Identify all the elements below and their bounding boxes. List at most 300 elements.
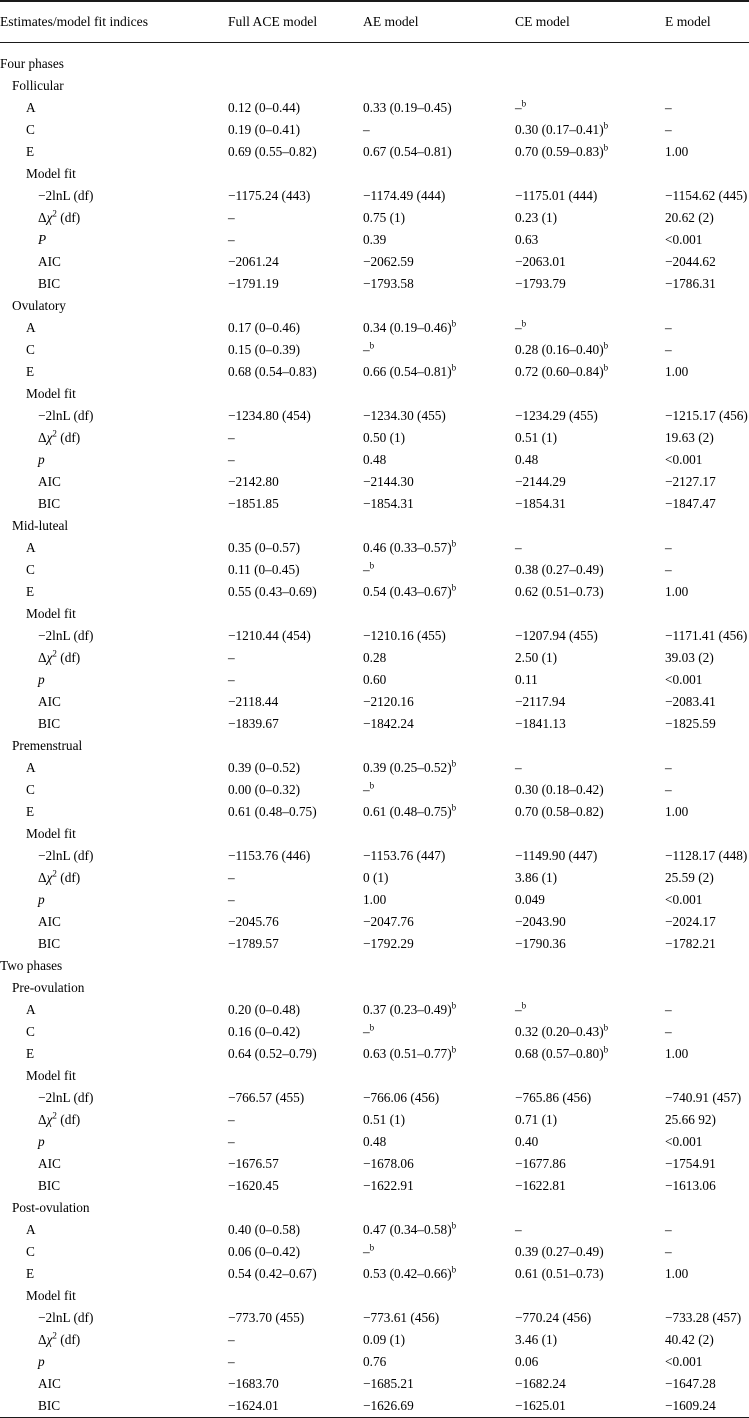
- cell-e-model: −1647.28: [665, 1375, 716, 1391]
- cell-ae-model: 0.37 $(0.23-0.49)^b$: [363, 1000, 457, 1017]
- table-row: [0, 515, 749, 537]
- cell-e-model: −733.28 (457): [665, 1309, 742, 1325]
- cell-full-ace-model: 0.35 (0–0.57): [228, 539, 301, 555]
- cell-full-ace-model: [228, 977, 363, 999]
- cell-e-model: −1847.47: [665, 495, 716, 511]
- cell-e-model: −1215.17 (456): [665, 407, 748, 423]
- cell-ce-model: 0.62 (0.51–0.73): [515, 583, 604, 599]
- cell-e-model: –: [665, 1221, 672, 1237]
- cell-e-model: −1782.21: [665, 935, 716, 951]
- table-row: [0, 801, 749, 823]
- cell-e-model: 1.00: [665, 143, 689, 159]
- cell-ce-model: 0.38 (0.27–0.49): [515, 561, 604, 577]
- table-row: [0, 185, 749, 207]
- cell-e-model: [665, 977, 749, 999]
- row-label: Model fit: [26, 1067, 76, 1083]
- cell-ae-model: 0.50 (1): [363, 429, 406, 445]
- row-label: A: [26, 539, 36, 555]
- cell-e-model: 40.42 (2): [665, 1331, 714, 1347]
- row-label: P: [38, 231, 47, 247]
- cell-full-ace-model: –: [228, 649, 235, 665]
- row-label: A: [26, 319, 36, 335]
- table-row: [0, 823, 749, 845]
- column-header-estimates: Estimates/model fit indices: [0, 14, 148, 29]
- cell-ae-model: 0.39: [363, 231, 387, 247]
- row-label: −2lnL (df): [38, 1309, 94, 1325]
- table-body: [0, 43, 749, 1417]
- cell-ae-model: 0.48: [363, 451, 387, 467]
- cell-ce-model: −1207.94 (455): [515, 627, 598, 643]
- table-row: [0, 691, 749, 713]
- table-row: [0, 1131, 749, 1153]
- cell-e-model: −1171.41 (456): [665, 627, 748, 643]
- table-row: [0, 603, 749, 625]
- cell-ce-model: 0.70 (0.58–0.82): [515, 803, 604, 819]
- cell-ce-model: 0.11: [515, 671, 538, 687]
- cell-full-ace-model: −2118.44: [228, 693, 279, 709]
- cell-ae-model: 0.53 $(0.42-0.66)^b$: [363, 1264, 457, 1281]
- table-row: [0, 735, 749, 757]
- cell-ae-model: −766.06 (456): [363, 1089, 440, 1105]
- cell-full-ace-model: 0.68 (0.54–0.83): [228, 363, 317, 379]
- cell-e-model: [665, 735, 749, 757]
- cell-ce-model: [515, 1065, 665, 1087]
- cell-ce-model: −1175.01 (444): [515, 187, 598, 203]
- cell-full-ace-model: [228, 75, 363, 97]
- table-row: [0, 999, 749, 1021]
- cell-ce-model: –: [515, 759, 522, 775]
- cell-full-ace-model: −1683.70: [228, 1375, 279, 1391]
- cell-full-ace-model: 0.16 (0–0.42): [228, 1023, 301, 1039]
- table-row: [0, 559, 749, 581]
- cell-e-model: –: [665, 1001, 672, 1017]
- cell-full-ace-model: –: [228, 1111, 235, 1127]
- row-label: C: [26, 1243, 35, 1259]
- row-label: E: [26, 1265, 35, 1281]
- cell-ce-model: −2043.90: [515, 913, 566, 929]
- cell-e-model: −2024.17: [665, 913, 716, 929]
- cell-ce-model: 0.30 $(0.17-0.41)^b$: [515, 120, 609, 137]
- cell-ce-model: [515, 955, 665, 977]
- cell-ae-model: 0 (1): [363, 869, 389, 885]
- cell-ae-model: −1234.30 (455): [363, 407, 446, 423]
- cell-full-ace-model: 0.61 (0.48–0.75): [228, 803, 317, 819]
- cell-e-model: −2127.17: [665, 473, 716, 489]
- row-label: Post-ovulation: [12, 1199, 90, 1215]
- cell-full-ace-model: 0.54 (0.42–0.67): [228, 1265, 317, 1281]
- cell-e-model: −1128.17 (448): [665, 847, 748, 863]
- cell-e-model: <0.001: [665, 1353, 703, 1369]
- cell-full-ace-model: 0.20 (0–0.48): [228, 1001, 301, 1017]
- row-label: E: [26, 143, 35, 159]
- row-label: Follicular: [12, 77, 64, 93]
- header-row: [0, 1, 749, 43]
- table-row: [0, 625, 749, 647]
- cell-ce-model: [515, 295, 665, 317]
- row-label: $\Delta\chi^2$ (df): [38, 648, 81, 665]
- row-label: Model fit: [26, 385, 76, 401]
- table-row: [0, 1065, 749, 1087]
- table-row: [0, 449, 749, 471]
- cell-ae-model: [363, 515, 515, 537]
- table-row: [0, 339, 749, 361]
- table-row: [0, 669, 749, 691]
- cell-e-model: 25.66 92): [665, 1111, 716, 1127]
- row-label: BIC: [38, 935, 61, 951]
- cell-full-ace-model: 0.15 (0–0.39): [228, 341, 301, 357]
- table-row: [0, 1307, 749, 1329]
- table-row: [0, 757, 749, 779]
- cell-full-ace-model: –: [228, 1133, 235, 1149]
- row-label: −2lnL (df): [38, 1089, 94, 1105]
- cell-ce-model: [515, 75, 665, 97]
- table-row: [0, 933, 749, 955]
- cell-ae-model: 0.61 $(0.48-0.75)^b$: [363, 802, 457, 819]
- cell-ae-model: −1174.49 (444): [363, 187, 446, 203]
- row-label: −2lnL (df): [38, 187, 94, 203]
- cell-full-ace-model: 0.17 (0–0.46): [228, 319, 301, 335]
- cell-ce-model: –: [515, 1221, 522, 1237]
- row-label: BIC: [38, 715, 61, 731]
- row-label: p: [38, 671, 45, 687]
- row-label: C: [26, 121, 35, 137]
- table-row: [0, 1329, 749, 1351]
- cell-e-model: [665, 53, 749, 75]
- cell-ae-model: −2062.59: [363, 253, 414, 269]
- cell-ae-model: [363, 1285, 515, 1307]
- row-label: A: [26, 1221, 36, 1237]
- cell-e-model: 1.00: [665, 363, 689, 379]
- cell-e-model: 39.03 (2): [665, 649, 714, 665]
- row-label: BIC: [38, 495, 61, 511]
- cell-e-model: 19.63 (2): [665, 429, 714, 445]
- cell-ae-model: [363, 75, 515, 97]
- cell-e-model: [665, 1285, 749, 1307]
- cell-ae-model: −2144.30: [363, 473, 414, 489]
- cell-full-ace-model: –: [228, 1331, 235, 1347]
- cell-ce-model: [515, 735, 665, 757]
- table-row: [0, 1395, 749, 1417]
- cell-full-ace-model: [228, 163, 363, 185]
- table-row: [0, 911, 749, 933]
- cell-ae-model: 0.51 (1): [363, 1111, 406, 1127]
- row-label: $\Delta\chi^2$ (df): [38, 1110, 81, 1127]
- cell-ce-model: 0.71 (1): [515, 1111, 558, 1127]
- cell-e-model: –: [665, 539, 672, 555]
- table-row: [0, 647, 749, 669]
- table-row: [0, 251, 749, 273]
- cell-full-ace-model: –: [228, 231, 235, 247]
- cell-ce-model: [515, 603, 665, 625]
- table-row: [0, 1109, 749, 1131]
- cell-ce-model: −1677.86: [515, 1155, 566, 1171]
- cell-full-ace-model: –: [228, 429, 235, 445]
- cell-e-model: 1.00: [665, 803, 689, 819]
- cell-ce-model: 0.06: [515, 1353, 539, 1369]
- table-row: [0, 955, 749, 977]
- cell-ae-model: 0.76: [363, 1353, 387, 1369]
- cell-e-model: −1613.06: [665, 1177, 716, 1193]
- cell-ce-model: 0.32 $(0.20-0.43)^b$: [515, 1022, 609, 1039]
- cell-ce-model: −770.24 (456): [515, 1309, 592, 1325]
- cell-e-model: −1154.62 (445): [665, 187, 748, 203]
- cell-full-ace-model: [228, 515, 363, 537]
- cell-ce-model: −2063.01: [515, 253, 566, 269]
- cell-ae-model: 0.60: [363, 671, 387, 687]
- cell-ae-model: [363, 955, 515, 977]
- cell-ae-model: 0.47 $(0.34-0.58)^b$: [363, 1220, 457, 1237]
- cell-e-model: –: [665, 319, 672, 335]
- table-row: [0, 427, 749, 449]
- cell-full-ace-model: [228, 1065, 363, 1087]
- cell-ae-model: 0.28: [363, 649, 387, 665]
- cell-ce-model: [515, 515, 665, 537]
- cell-ce-model: −1682.24: [515, 1375, 566, 1391]
- cell-ae-model: −1793.58: [363, 275, 414, 291]
- cell-ae-model: −1678.06: [363, 1155, 414, 1171]
- cell-ae-model: [363, 1065, 515, 1087]
- cell-full-ace-model: −1676.57: [228, 1155, 279, 1171]
- column-header-ce-model: CE model: [515, 14, 570, 29]
- row-label: AIC: [38, 1155, 61, 1171]
- column-header-full-ace-model: Full ACE model: [228, 14, 318, 29]
- cell-e-model: [665, 163, 749, 185]
- cell-full-ace-model: −1153.76 (446): [228, 847, 311, 863]
- row-label: −2lnL (df): [38, 627, 94, 643]
- row-label: Model fit: [26, 1287, 76, 1303]
- table-row: [0, 75, 749, 97]
- cell-ae-model: [363, 163, 515, 185]
- cell-ce-model: 0.63: [515, 231, 539, 247]
- cell-ae-model: –$^b$: [363, 1242, 375, 1259]
- cell-ce-model: −2117.94: [515, 693, 566, 709]
- row-label: AIC: [38, 473, 61, 489]
- cell-ae-model: 0.33 (0.19–0.45): [363, 99, 452, 115]
- cell-full-ace-model: –: [228, 671, 235, 687]
- row-label: C: [26, 561, 35, 577]
- cell-full-ace-model: 0.69 (0.55–0.82): [228, 143, 317, 159]
- cell-ae-model: –: [363, 121, 370, 137]
- cell-ce-model: –$^b$: [515, 318, 527, 335]
- cell-ae-model: −1153.76 (447): [363, 847, 446, 863]
- cell-ce-model: [515, 1197, 665, 1219]
- cell-full-ace-model: −1210.44 (454): [228, 627, 311, 643]
- cell-full-ace-model: −766.57 (455): [228, 1089, 305, 1105]
- cell-e-model: −1786.31: [665, 275, 716, 291]
- cell-full-ace-model: −2142.80: [228, 473, 279, 489]
- table-row: [0, 383, 749, 405]
- row-label: E: [26, 583, 35, 599]
- table-row: [0, 163, 749, 185]
- cell-e-model: −2083.41: [665, 693, 716, 709]
- cell-e-model: −1754.91: [665, 1155, 716, 1171]
- cell-ae-model: 1.00: [363, 891, 387, 907]
- table-row: [0, 977, 749, 999]
- cell-ae-model: [363, 383, 515, 405]
- cell-e-model: <0.001: [665, 451, 703, 467]
- cell-e-model: <0.001: [665, 891, 703, 907]
- cell-full-ace-model: [228, 1285, 363, 1307]
- cell-full-ace-model: [228, 295, 363, 317]
- cell-full-ace-model: −1791.19: [228, 275, 279, 291]
- cell-e-model: –: [665, 781, 672, 797]
- cell-ce-model: −1841.13: [515, 715, 566, 731]
- cell-ce-model: −1854.31: [515, 495, 566, 511]
- row-label: $\Delta\chi^2$ (df): [38, 1330, 81, 1347]
- cell-full-ace-model: 0.19 (0–0.41): [228, 121, 301, 137]
- cell-full-ace-model: –: [228, 1353, 235, 1369]
- cell-ce-model: −2144.29: [515, 473, 566, 489]
- cell-ce-model: [515, 163, 665, 185]
- table-row: [0, 867, 749, 889]
- table-row: [0, 405, 749, 427]
- cell-ae-model: −773.61 (456): [363, 1309, 440, 1325]
- cell-ae-model: −1842.24: [363, 715, 414, 731]
- table-row: [0, 1175, 749, 1197]
- cell-ae-model: [363, 977, 515, 999]
- column-header-ae-model: AE model: [363, 14, 419, 29]
- cell-e-model: –: [665, 341, 672, 357]
- cell-full-ace-model: −1175.24 (443): [228, 187, 311, 203]
- table-row: [0, 53, 749, 75]
- cell-full-ace-model: 0.00 (0–0.32): [228, 781, 301, 797]
- cell-ae-model: 0.39 $(0.25-0.52)^b$: [363, 758, 457, 775]
- row-label: BIC: [38, 275, 61, 291]
- table-row: [0, 581, 749, 603]
- cell-ae-model: –$^b$: [363, 340, 375, 357]
- row-label: A: [26, 1001, 36, 1017]
- row-label: E: [26, 1045, 35, 1061]
- row-label: $\Delta\chi^2$ (df): [38, 208, 81, 225]
- cell-ae-model: −1626.69: [363, 1397, 414, 1413]
- table-row: [0, 1351, 749, 1373]
- cell-ce-model: 0.68 $(0.57-0.80)^b$: [515, 1044, 609, 1061]
- cell-e-model: [665, 383, 749, 405]
- cell-e-model: [665, 955, 749, 977]
- table-row: [0, 889, 749, 911]
- cell-e-model: 1.00: [665, 1265, 689, 1281]
- cell-ce-model: 0.30 (0.18–0.42): [515, 781, 604, 797]
- table-bottom-rule: [0, 1417, 749, 1418]
- table-row: [0, 1043, 749, 1065]
- cell-ce-model: [515, 53, 665, 75]
- cell-full-ace-model: −1839.67: [228, 715, 279, 731]
- cell-ce-model: −1793.79: [515, 275, 566, 291]
- cell-full-ace-model: –: [228, 451, 235, 467]
- table-row: [0, 493, 749, 515]
- cell-full-ace-model: −1851.85: [228, 495, 279, 511]
- cell-ae-model: 0.63 $(0.51-0.77)^b$: [363, 1044, 457, 1061]
- row-label: E: [26, 803, 35, 819]
- row-label: Model fit: [26, 825, 76, 841]
- cell-ce-model: −1625.01: [515, 1397, 566, 1413]
- cell-e-model: [665, 1197, 749, 1219]
- table-row: [0, 1087, 749, 1109]
- cell-ce-model: 2.50 (1): [515, 649, 558, 665]
- cell-ce-model: [515, 977, 665, 999]
- row-label: BIC: [38, 1177, 61, 1193]
- table-header: [0, 1, 749, 43]
- cell-e-model: –: [665, 121, 672, 137]
- row-label: Model fit: [26, 605, 76, 621]
- row-label: p: [38, 891, 45, 907]
- cell-ce-model: –: [515, 539, 522, 555]
- table-spacer-row: [0, 43, 749, 53]
- cell-ae-model: –$^b$: [363, 560, 375, 577]
- cell-ae-model: [363, 1197, 515, 1219]
- cell-e-model: –: [665, 1243, 672, 1259]
- cell-full-ace-model: −1620.45: [228, 1177, 279, 1193]
- cell-e-model: 25.59 (2): [665, 869, 714, 885]
- cell-ce-model: −765.86 (456): [515, 1089, 592, 1105]
- table-row: [0, 1197, 749, 1219]
- cell-ae-model: 0.09 (1): [363, 1331, 406, 1347]
- row-label: A: [26, 759, 36, 775]
- row-label: Premenstrual: [12, 737, 83, 753]
- row-label: E: [26, 363, 35, 379]
- table-row: [0, 207, 749, 229]
- cell-ae-model: 0.34 $(0.19-0.46)^b$: [363, 318, 457, 335]
- cell-full-ace-model: –: [228, 869, 235, 885]
- cell-full-ace-model: 0.12 (0–0.44): [228, 99, 301, 115]
- table-row: [0, 1263, 749, 1285]
- table-row: [0, 1241, 749, 1263]
- cell-ae-model: 0.75 (1): [363, 209, 406, 225]
- cell-ae-model: [363, 735, 515, 757]
- cell-ce-model: 3.46 (1): [515, 1331, 558, 1347]
- cell-e-model: [665, 515, 749, 537]
- cell-full-ace-model: [228, 1197, 363, 1219]
- table-row: [0, 141, 749, 163]
- table-row: [0, 537, 749, 559]
- cell-full-ace-model: −2045.76: [228, 913, 279, 929]
- cell-ce-model: 0.61 (0.51–0.73): [515, 1265, 604, 1281]
- row-label: AIC: [38, 253, 61, 269]
- cell-e-model: <0.001: [665, 1133, 703, 1149]
- cell-ae-model: −1210.16 (455): [363, 627, 446, 643]
- table-row: [0, 1373, 749, 1395]
- cell-e-model: 20.62 (2): [665, 209, 714, 225]
- cell-e-model: [665, 295, 749, 317]
- table-row: [0, 471, 749, 493]
- cell-e-model: <0.001: [665, 671, 703, 687]
- cell-full-ace-model: −1789.57: [228, 935, 279, 951]
- table-row: [0, 1285, 749, 1307]
- cell-full-ace-model: [228, 735, 363, 757]
- cell-full-ace-model: 0.55 (0.43–0.69): [228, 583, 317, 599]
- cell-ae-model: [363, 295, 515, 317]
- cell-ae-model: −2120.16: [363, 693, 414, 709]
- row-label: Four phases: [0, 55, 64, 71]
- cell-e-model: [665, 603, 749, 625]
- cell-ae-model: −2047.76: [363, 913, 414, 929]
- table-row: [0, 779, 749, 801]
- cell-e-model: [665, 75, 749, 97]
- cell-ae-model: 0.66 $(0.54-0.81)^b$: [363, 362, 457, 379]
- cell-e-model: –: [665, 99, 672, 115]
- cell-ce-model: 0.72 $(0.60-0.84)^b$: [515, 362, 609, 379]
- cell-full-ace-model: [228, 383, 363, 405]
- cell-e-model: 1.00: [665, 1045, 689, 1061]
- cell-ae-model: −1792.29: [363, 935, 414, 951]
- cell-e-model: [665, 823, 749, 845]
- cell-ae-model: –$^b$: [363, 780, 375, 797]
- row-label: BIC: [38, 1397, 61, 1413]
- cell-full-ace-model: [228, 53, 363, 75]
- table-row: [0, 229, 749, 251]
- row-label: C: [26, 1023, 35, 1039]
- cell-ce-model: –$^b$: [515, 98, 527, 115]
